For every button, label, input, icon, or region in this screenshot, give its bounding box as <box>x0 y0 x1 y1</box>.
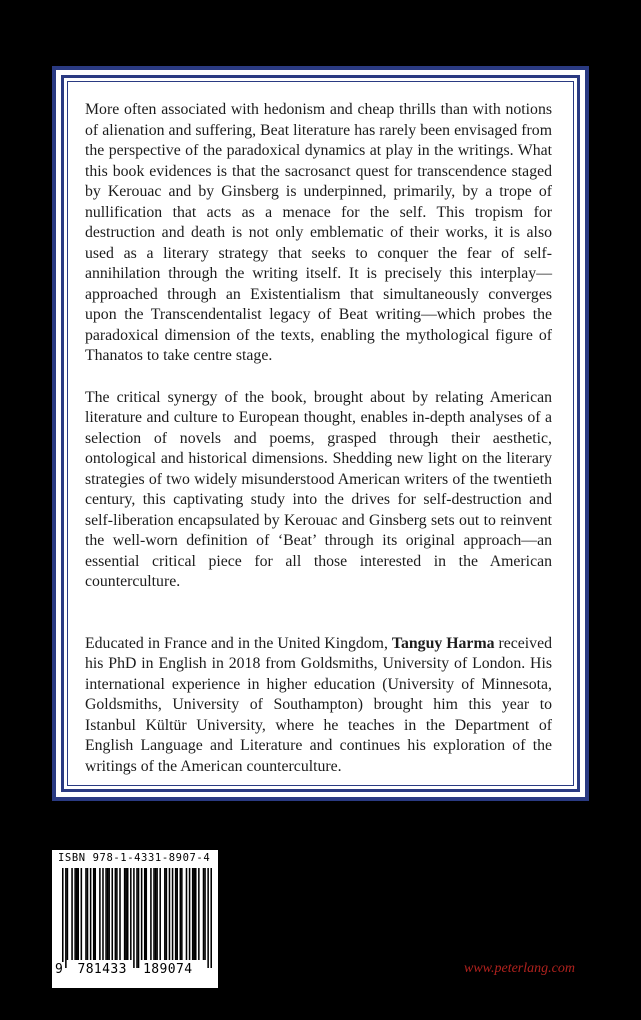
barcode-bar <box>133 868 135 968</box>
barcode-bar <box>175 868 177 960</box>
barcode-bar <box>81 868 83 960</box>
barcode-bar <box>76 868 78 960</box>
barcode-bar <box>210 868 212 968</box>
barcode-bar <box>94 868 96 960</box>
barcode-bar <box>67 868 69 960</box>
barcode-bar <box>155 868 157 960</box>
author-name: Tanguy Harma <box>391 634 495 652</box>
author-bio <box>85 634 552 778</box>
barcode-bar <box>181 868 183 960</box>
barcode-bar <box>153 868 155 960</box>
author-bio-intro: Educated in France and in the United Kingdom, <box>85 634 392 652</box>
isbn-label: ISBN 978-1-4331-8907-4 <box>58 852 211 864</box>
blurb-paragraph-2: The critical synergy of the book, brought about by relating American literature and culture to European thought, enables in-depth analyses of a selection of novels and poems, grasped through their aesthetic, ontological and historical dimensions. Shedding new light on the literary strategies of two widely misunderstood American writers of the twentieth century, this captivating study into the drives for self-destruction and self-liberation encapsulated by Kerouac and Ginsberg sets out to reinvent the well-worn definition of ‘Beat’ through its original approach—an essential critical piece for all those interested in the American counterculture. <box>85 388 552 590</box>
publisher-url[interactable]: www.peterlang.com <box>464 961 575 976</box>
barcode-bar <box>115 868 117 960</box>
barcode-bar <box>99 868 101 960</box>
barcode-bar <box>105 868 107 960</box>
barcode-bar <box>150 868 152 960</box>
barcode-bar <box>138 868 140 968</box>
blurb-frame <box>52 66 589 801</box>
barcode-bar <box>195 868 197 960</box>
barcode-bar <box>186 868 188 960</box>
barcode-bar <box>107 868 109 960</box>
barcode-bar <box>169 868 171 960</box>
blurb-content <box>85 100 552 777</box>
barcode-bar <box>207 868 209 968</box>
barcode-bar <box>127 868 129 960</box>
barcode-bar <box>85 868 87 960</box>
barcode-bars <box>62 868 212 968</box>
barcode-bar <box>156 868 158 960</box>
barcode-bar <box>189 868 191 960</box>
barcode-bar <box>159 868 161 960</box>
barcode-bar <box>144 868 146 960</box>
barcode-digits-right: 189074 <box>143 962 193 977</box>
barcode-bar <box>141 868 143 960</box>
barcode-bar <box>71 868 73 960</box>
barcode-digit-first: 9 <box>55 962 64 977</box>
barcode-bar <box>90 868 92 960</box>
barcode-bar <box>124 868 126 960</box>
barcode-bar <box>77 868 79 960</box>
barcode-bar <box>203 868 205 960</box>
author-bio-text: received his PhD in English in 2018 from Goldsmiths, University of London. His international experience in higher education (University of Minnesota, Goldsmiths, University of Southampton) brought him this year to Istanbul Kültür University, where he teaches in the Department of English Language and Literature and continues his exploration of the writings of the American counterculture. <box>85 634 552 775</box>
barcode-bar <box>198 868 200 960</box>
barcode-bar <box>166 868 168 960</box>
barcode-bar <box>62 868 64 968</box>
barcode-bar <box>176 868 178 960</box>
barcode-bar <box>108 868 110 960</box>
barcode-bar <box>192 868 194 960</box>
barcode-bar <box>180 868 182 960</box>
barcode-bar <box>204 868 206 960</box>
barcode-bar <box>164 868 166 960</box>
isbn-barcode <box>52 850 218 988</box>
barcode-bar <box>87 868 89 960</box>
barcode-bar <box>65 868 67 968</box>
barcode-digits-left: 781433 <box>77 962 127 977</box>
barcode-bar <box>102 868 104 960</box>
barcode-bar <box>125 868 127 960</box>
barcode-bar <box>172 868 174 960</box>
blurb-paragraph-1: More often associated with hedonism and cheap thrills than with notions of alienation and suffering, Beat literature has rarely been envisaged from the perspective of the paradoxical dynamics at play in the writings. What this book evidences is that the sacrosanct quest for transcendence staged by Kerouac and by Ginsberg is underpinned, primarily, by a trope of nullification that acts as a menace for the self. This tropism for destruction and death is not only emblematic of their works, it is also used as a literary strategy that seeks to conquer the fear of self-annihilation through the writing itself. It is precisely this interplay—approached through an Existentialism that simultaneously converges upon the Transcendentalist legacy of Beat writing—which probes the paradoxical dimension of the texts, enabling the mythological figure of Thanatos to take centre stage. <box>85 101 552 364</box>
barcode-bar <box>136 868 138 968</box>
barcode-digits <box>54 962 193 977</box>
barcode-bar <box>193 868 195 960</box>
barcode-bar <box>93 868 95 960</box>
barcode-bar <box>111 868 113 960</box>
barcode-bar <box>116 868 118 960</box>
barcode-bar <box>146 868 148 960</box>
barcode-bar <box>130 868 132 960</box>
barcode-bar <box>119 868 121 960</box>
barcode-bar <box>74 868 76 960</box>
